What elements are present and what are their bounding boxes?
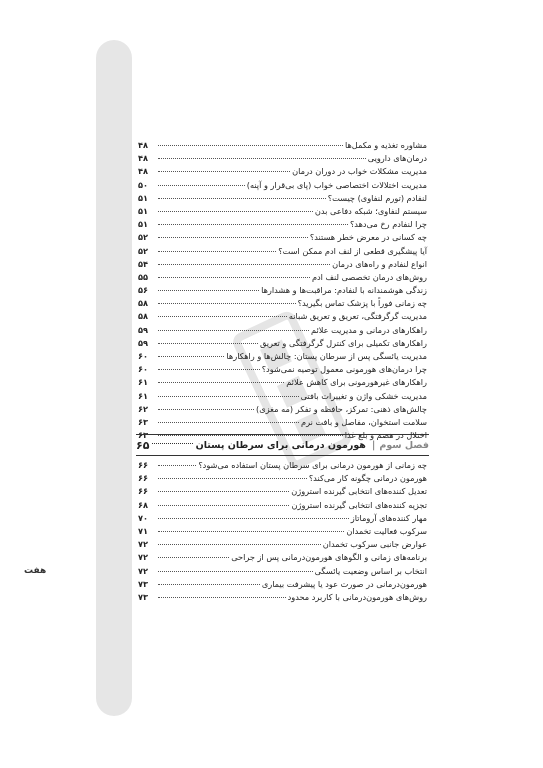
- toc-leader-dots: [158, 544, 321, 545]
- toc-entry-page: ۴۸: [138, 153, 148, 164]
- toc-entry-page: ۵۲: [138, 245, 148, 256]
- toc-entry-title: مدیریت خشکی واژن و تغییرات بافتی: [300, 390, 427, 401]
- toc-entry-title: مدیریت یائسگی پس از سرطان پستان: چالش‌ها و راهکارها: [226, 351, 427, 361]
- toc-entry-title: عوارض جانبی سرکوب تخمدان: [322, 539, 427, 550]
- toc-entry-title: تجزیه کننده‌های انتخابی گیرنده استروژن: [291, 499, 427, 510]
- toc-leader-dots: [158, 478, 307, 479]
- chapter-separator: |: [371, 439, 376, 451]
- toc-leader-dots: [158, 491, 289, 492]
- toc-entry: [138, 591, 427, 604]
- toc-entry: [138, 390, 427, 403]
- toc-entry: [138, 205, 427, 218]
- toc-entry-page: ۷۳: [138, 578, 148, 589]
- toc-entry-title: مدیریت گرگرفتگی، تعریق و تعریق شبانه: [288, 311, 427, 322]
- toc-entry-title: انتخاب بر اساس وضعیت یائسگی: [314, 565, 427, 576]
- toc-entry-title: مهار کننده‌های آروماتاز: [350, 512, 427, 523]
- chapter-page: ۶۵: [136, 438, 150, 452]
- toc-leader-dots: [158, 356, 224, 357]
- toc-entry: [138, 284, 427, 297]
- toc-entry: [138, 245, 427, 258]
- toc-entry-page: ۷۰: [138, 512, 148, 523]
- toc-entry-page: ۷۱: [138, 525, 148, 536]
- toc-leader-dots: [158, 409, 254, 410]
- toc-entry-page: ۶۶: [138, 460, 148, 470]
- toc-entry-page: ۵۹: [138, 337, 148, 348]
- toc-entry-title: لنفادم (تورم لنفاوی) چیست؟: [327, 192, 427, 203]
- toc-entry-title: هورمون درمانی چگونه کار می‌کند؟: [308, 473, 427, 484]
- chapter-title: هورمون درمانی برای سرطان پستان: [195, 439, 366, 451]
- toc-entry: [138, 152, 427, 165]
- toc-leader-dots: [158, 557, 229, 558]
- table-of-contents-part-2: [138, 459, 427, 604]
- toc-leader-dots: [158, 277, 310, 278]
- toc-leader-dots: [158, 597, 286, 598]
- toc-entry: [138, 271, 427, 284]
- toc-leader-dots: [158, 224, 348, 225]
- toc-entry-page: ۵۸: [138, 298, 148, 309]
- side-tab: [96, 100, 132, 680]
- toc-entry-page: ۴۸: [138, 166, 148, 177]
- toc-leader-dots: [158, 518, 349, 519]
- toc-leader-dots: [158, 531, 344, 532]
- toc-entry-page: ۶۱: [138, 390, 148, 401]
- side-tab-bottom: [96, 680, 132, 716]
- toc-entry-title: سیستم لنفاوی؛ شبکه دفاعی بدن: [314, 205, 427, 216]
- toc-entry-page: ۵۵: [138, 271, 148, 282]
- toc-leader-dots: [158, 145, 343, 146]
- toc-entry-page: ۵۰: [138, 179, 148, 190]
- toc-entry: [138, 350, 427, 363]
- toc-entry: [138, 551, 427, 564]
- toc-entry-title: چرا درمان‌های هورمونی معمول توصیه نمی‌شود؟: [261, 364, 427, 375]
- toc-entry-title: راهکارهای تکمیلی برای کنترل گرگرفتگی و تعریق: [259, 337, 427, 348]
- table-of-contents-part-1: [138, 139, 427, 442]
- toc-entry-page: ۶۸: [138, 499, 148, 510]
- toc-entry-page: ۴۸: [138, 140, 148, 150]
- toc-entry-page: ۵۹: [138, 324, 148, 335]
- toc-entry-page: ۵۴: [138, 258, 148, 269]
- toc-leader-dots: [158, 264, 330, 265]
- toc-entry: [138, 337, 427, 350]
- toc-entry-page: ۵۶: [138, 285, 148, 296]
- toc-entry-title: سلامت استخوان، مفاصل و بافت نرم: [301, 416, 427, 427]
- toc-entry-page: ۶۰: [138, 351, 148, 361]
- toc-leader-dots: [158, 158, 366, 159]
- toc-leader-dots: [158, 316, 287, 317]
- toc-entry-title: آیا پیشگیری قطعی از لنف ادم ممکن است؟: [278, 245, 427, 256]
- toc-leader-dots: [158, 505, 289, 506]
- toc-leader-dots: [158, 396, 299, 397]
- toc-entry-page: ۷۲: [138, 565, 148, 576]
- toc-entry-page: ۵۱: [138, 219, 148, 230]
- toc-entry: [138, 525, 427, 538]
- toc-entry-title: برنامه‌های زمانی و الگوهای هورمون‌درمانی پس از جراحی: [231, 552, 427, 563]
- toc-entry: [138, 258, 427, 271]
- toc-entry-title: راهکارهای درمانی و مدیریت علائم: [311, 324, 427, 335]
- toc-leader-dots: [158, 251, 276, 252]
- toc-entry-title: مدیریت اختلالات اختصاصی خواب (پای بی‌قرار و آپنه): [246, 179, 427, 190]
- chapter-heading: [136, 434, 429, 456]
- chapter-leader: [152, 443, 192, 444]
- toc-entry: [138, 538, 427, 551]
- toc-entry: [138, 139, 427, 152]
- toc-entry-title: چه زمانی از هورمون درمانی برای سرطان پستان استفاده می‌شود؟: [198, 460, 427, 470]
- toc-leader-dots: [158, 422, 299, 423]
- toc-entry-page: ۷۲: [138, 539, 148, 550]
- toc-entry: [138, 512, 427, 525]
- page-number-word: هفت: [24, 566, 47, 576]
- toc-leader-dots: [158, 330, 309, 331]
- toc-entry-page: ۵۱: [138, 205, 148, 216]
- toc-entry: [138, 499, 427, 512]
- toc-leader-dots: [158, 343, 258, 344]
- toc-entry-page: ۵۲: [138, 232, 148, 243]
- toc-leader-dots: [158, 290, 259, 291]
- toc-entry-page: ۷۲: [138, 552, 148, 563]
- toc-entry-title: زندگی هوشمندانه با لنفادم: مراقبت‌ها و هشدارها: [261, 285, 427, 296]
- toc-entry-title: سرکوب فعالیت تخمدان: [346, 525, 427, 536]
- toc-entry-title: انواع لنفادم و راه‌های درمان: [332, 258, 427, 269]
- toc-entry-title: روش‌های درمان تخصصی لنف ادم: [311, 271, 427, 282]
- toc-leader-dots: [158, 185, 245, 186]
- toc-entry-page: ۶۳: [138, 430, 148, 441]
- toc-entry: [138, 485, 427, 498]
- toc-entry-title: روش‌های هورمون‌درمانی با کاربرد محدود: [287, 591, 427, 602]
- toc-leader-dots: [158, 465, 196, 466]
- toc-entry-page: ۶۶: [138, 473, 148, 484]
- toc-entry: [138, 218, 427, 231]
- toc-entry-page: ۶۱: [138, 377, 148, 388]
- toc-entry-title: مدیریت مشکلات خواب در دوران درمان: [292, 166, 427, 177]
- toc-entry: [138, 179, 427, 192]
- toc-entry-page: ۶۶: [138, 486, 148, 497]
- toc-entry-page: ۵۸: [138, 311, 148, 322]
- toc-entry: [138, 565, 427, 578]
- toc-entry: [138, 416, 427, 429]
- toc-entry: [138, 165, 427, 178]
- toc-entry-page: ۶۲: [138, 403, 148, 414]
- toc-entry: [138, 376, 427, 389]
- toc-entry-title: تعدیل کننده‌های انتخابی گیرنده استروژن: [291, 486, 427, 497]
- toc-entry-page: ۵۱: [138, 192, 148, 203]
- toc-entry: [138, 403, 427, 416]
- toc-entry: [138, 192, 427, 205]
- toc-leader-dots: [158, 382, 284, 383]
- toc-leader-dots: [158, 303, 296, 304]
- toc-entry: [138, 363, 427, 376]
- toc-leader-dots: [158, 237, 308, 238]
- toc-entry-title: چه کسانی در معرض خطر هستند؟: [309, 232, 427, 243]
- toc-entry-title: درمان‌های دارویی: [367, 153, 427, 164]
- toc-entry-title: چالش‌های ذهنی: تمرکز، حافظه و تفکر (مه مغزی): [256, 403, 427, 414]
- toc-entry-title: چه زمانی فوراً با پزشک تماس بگیرید؟: [297, 298, 427, 309]
- toc-entry-page: ۷۳: [138, 591, 148, 602]
- toc-leader-dots: [158, 584, 260, 585]
- toc-leader-dots: [158, 198, 326, 199]
- toc-entry-title: راهکارهای غیرهورمونی برای کاهش علائم: [286, 377, 427, 388]
- toc-entry: [138, 231, 427, 244]
- toc-entry-title: هورمون‌درمانی در صورت عود یا پیشرفت بیماری: [261, 578, 427, 589]
- toc-entry: [138, 578, 427, 591]
- toc-entry-page: ۶۰: [138, 364, 148, 375]
- toc-leader-dots: [158, 369, 260, 370]
- toc-entry-title: چرا لنفادم رخ می‌دهد؟: [349, 219, 427, 230]
- toc-entry: [138, 324, 427, 337]
- toc-leader-dots: [158, 571, 313, 572]
- toc-entry-title: اختلال در هضم و بلع غذا: [344, 430, 427, 441]
- toc-entry: [138, 297, 427, 310]
- toc-entry: [138, 310, 427, 323]
- toc-leader-dots: [158, 211, 313, 212]
- toc-entry-page: ۶۳: [138, 416, 148, 427]
- toc-entry: [138, 472, 427, 485]
- toc-leader-dots: [158, 171, 290, 172]
- side-tab-top: [96, 40, 132, 100]
- toc-entry-title: مشاوره تغذیه و مکمل‌ها: [345, 140, 427, 150]
- toc-entry: [138, 459, 427, 472]
- chapter-label: فصل سوم: [379, 439, 429, 451]
